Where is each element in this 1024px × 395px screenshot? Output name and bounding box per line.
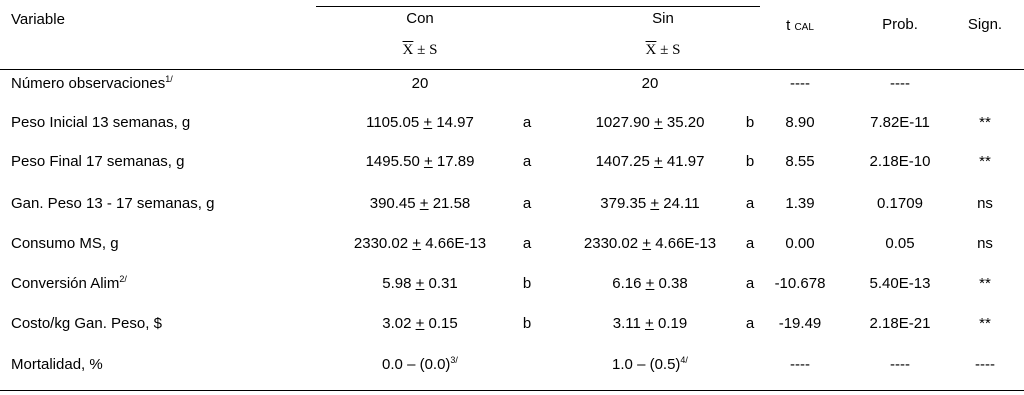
significance-letter: b	[745, 153, 755, 170]
mean-value: 1407.25	[595, 153, 654, 170]
cell-con-value	[320, 356, 520, 374]
tcal-value: ----	[790, 75, 810, 92]
cell-sign	[950, 153, 1020, 171]
cell-con-value	[320, 195, 520, 213]
sd-value: 4.66E-13	[421, 235, 487, 252]
cell-con-value	[320, 235, 520, 253]
mean-symbol: $\overline{X}$	[645, 42, 657, 58]
cell-con-value	[320, 153, 520, 171]
cell-sin-value	[550, 235, 750, 253]
footnote-mark: 2/	[119, 274, 127, 284]
tcal-sub: CAL	[794, 22, 814, 33]
cell-prob	[860, 275, 940, 293]
cell-sin-value	[550, 315, 750, 333]
cell-sign	[950, 195, 1020, 213]
plus-minus: +	[412, 235, 422, 252]
sd-value: 0.15	[424, 315, 458, 332]
cell-sign	[950, 315, 1020, 333]
cell-tcal	[760, 114, 840, 132]
row-variable	[11, 315, 162, 333]
header-sin-stat	[613, 41, 713, 59]
variable-label: Peso Final 17 semanas, g	[11, 153, 185, 170]
prob-value: 0.05	[885, 235, 915, 252]
sign-value: ns	[977, 235, 993, 252]
mean-value: 20	[411, 75, 429, 92]
prob-value: 7.82E-11	[870, 114, 930, 131]
sd-symbol: S	[429, 42, 438, 58]
row-variable	[11, 195, 214, 213]
cell-con-letter	[518, 153, 536, 171]
significance-letter: a	[522, 195, 532, 212]
header-sign: Sign.	[967, 16, 1003, 33]
mean-value: 2330.02	[583, 235, 643, 252]
header-variable: Variable	[11, 11, 65, 28]
cell-sin-value	[550, 356, 750, 374]
variable-label: Peso Inicial 13 semanas, g	[11, 114, 191, 131]
significance-letter: b	[522, 275, 532, 292]
mean-value: 3.02	[382, 315, 416, 332]
plus-minus: +	[645, 275, 655, 292]
variable-label: Mortalidad, %	[11, 356, 103, 373]
cell-con-letter	[518, 195, 536, 213]
plus-minus: +	[653, 153, 663, 170]
significance-letter: b	[522, 315, 532, 332]
prob-value: ----	[890, 75, 910, 92]
mean-value: 5.98	[382, 275, 416, 292]
prob-value: ----	[890, 356, 910, 373]
sd-value: 4.66E-13	[651, 235, 717, 252]
cell-sin-value	[550, 153, 750, 171]
cell-prob	[860, 114, 940, 132]
cell-prob	[860, 153, 940, 171]
significance-letter: a	[522, 153, 532, 170]
plus-minus: +	[415, 315, 425, 332]
header-con: Con	[406, 10, 434, 27]
prob-value: 2.18E-10	[869, 153, 931, 170]
cell-prob	[860, 75, 940, 93]
significance-letter: a	[745, 275, 755, 292]
cell-sign	[950, 356, 1020, 374]
header-bottom-rule	[0, 69, 1024, 70]
sd-value: 41.97	[662, 153, 705, 170]
row-variable	[11, 114, 190, 132]
cell-con-letter	[518, 235, 536, 253]
plus-minus: +	[642, 235, 652, 252]
tcal-value: 8.90	[785, 114, 815, 131]
mean-value: 0.0 – (0.0)	[382, 356, 451, 373]
row-variable	[11, 356, 103, 374]
tcal-value: -19.49	[778, 315, 822, 332]
cell-sin-letter	[741, 235, 759, 253]
sd-value: 24.11	[659, 195, 700, 212]
plus-minus-symbol: ±	[660, 42, 669, 58]
mean-symbol: $\overline{X}$	[402, 42, 414, 58]
variable-label: Conversión Alim	[11, 275, 120, 292]
sign-value: ----	[975, 356, 995, 373]
cell-sin-letter	[741, 114, 759, 132]
sign-value: **	[979, 315, 991, 332]
mean-value: 2330.02	[353, 235, 413, 252]
significance-letter: a	[745, 315, 755, 332]
cell-prob	[860, 356, 940, 374]
mean-value: 1027.90	[595, 114, 654, 131]
prob-value: 0.1709	[877, 195, 923, 212]
cell-con-letter	[518, 275, 536, 293]
cell-con-value	[320, 114, 520, 132]
row-variable	[11, 75, 173, 93]
cell-con-letter	[518, 315, 536, 333]
cell-sin-letter	[741, 275, 759, 293]
sign-value: ns	[977, 195, 993, 212]
table-bottom-rule	[0, 390, 1024, 391]
cell-prob	[860, 235, 940, 253]
sd-value: 17.89	[432, 153, 475, 170]
plus-minus: +	[645, 315, 654, 332]
sd-symbol: S	[672, 42, 681, 58]
tcal-value: ----	[790, 356, 810, 373]
plus-minus: +	[653, 114, 663, 131]
cell-sin-value	[550, 195, 750, 213]
mean-value: 1105.05	[366, 114, 424, 131]
variable-label: Costo/kg Gan. Peso, $	[11, 315, 162, 332]
significance-letter: a	[522, 114, 532, 131]
footnote-mark: 1/	[165, 74, 173, 84]
cell-tcal	[760, 153, 840, 171]
mean-value: 390.45	[369, 195, 420, 212]
mean-value: 1.0 – (0.5)	[612, 356, 681, 373]
plus-minus-symbol: ±	[417, 42, 426, 58]
cell-sign	[950, 275, 1020, 293]
cell-prob	[860, 315, 940, 333]
header-prob: Prob.	[882, 16, 918, 33]
tcal-value: -10.678	[774, 275, 826, 292]
cell-tcal	[760, 75, 840, 93]
significance-letter: a	[745, 195, 755, 212]
cell-con-value	[320, 275, 520, 293]
sign-value: **	[979, 114, 991, 131]
row-variable	[11, 275, 127, 293]
header-top-rule	[316, 6, 760, 7]
cell-sin-value	[550, 275, 750, 293]
variable-label: Número observaciones	[11, 75, 166, 92]
cell-con-value	[320, 315, 520, 333]
sd-value: 0.19	[653, 315, 688, 332]
plus-minus: +	[650, 195, 660, 212]
cell-sin-letter	[741, 315, 759, 333]
prob-value: 5.40E-13	[869, 275, 931, 292]
sd-value: 21.58	[428, 195, 471, 212]
sd-value: 14.97	[432, 114, 474, 131]
sd-value: 35.20	[662, 114, 705, 131]
row-variable	[11, 153, 184, 171]
plus-minus: +	[419, 195, 429, 212]
cell-con-letter	[518, 114, 536, 132]
sign-value: **	[979, 153, 991, 170]
cell-con-value	[320, 75, 520, 93]
plus-minus: +	[415, 275, 425, 292]
plus-minus: +	[423, 153, 433, 170]
header-con-stat	[370, 41, 470, 59]
cell-tcal	[760, 195, 840, 213]
tcal-t: t	[786, 17, 791, 34]
sd-value: 0.38	[654, 275, 688, 292]
sd-value: 0.31	[424, 275, 458, 292]
cell-tcal	[760, 356, 840, 374]
tcal-value: 8.55	[785, 153, 815, 170]
prob-value: 2.18E-21	[869, 315, 931, 332]
mean-value: 379.35	[600, 195, 651, 212]
significance-letter: a	[522, 235, 532, 252]
tcal-value: 0.00	[785, 235, 815, 252]
cell-tcal	[760, 235, 840, 253]
sign-value: **	[979, 275, 991, 292]
mean-value: 6.16	[612, 275, 646, 292]
footnote-mark: 3/	[450, 355, 458, 365]
cell-sin-letter	[741, 153, 759, 171]
variable-label: Consumo MS, g	[11, 235, 119, 252]
cell-sin-value	[550, 75, 750, 93]
mean-value: 1495.50	[365, 153, 424, 170]
tcal-value: 1.39	[785, 195, 815, 212]
cell-tcal	[760, 315, 840, 333]
cell-prob	[860, 195, 940, 213]
mean-value: 20	[641, 75, 659, 92]
significance-letter: a	[745, 235, 755, 252]
row-variable	[11, 235, 119, 253]
header-tcal	[760, 17, 840, 37]
significance-letter: b	[745, 114, 755, 131]
footnote-mark: 4/	[680, 355, 688, 365]
cell-sign	[950, 235, 1020, 253]
cell-sign	[950, 114, 1020, 132]
header-sin: Sin	[652, 10, 674, 27]
mean-value: 3.11	[612, 315, 646, 332]
cell-sin-value	[550, 114, 750, 132]
plus-minus: +	[423, 114, 433, 131]
cell-tcal	[760, 275, 840, 293]
variable-label: Gan. Peso 13 - 17 semanas, g	[11, 195, 215, 212]
cell-sin-letter	[741, 195, 759, 213]
